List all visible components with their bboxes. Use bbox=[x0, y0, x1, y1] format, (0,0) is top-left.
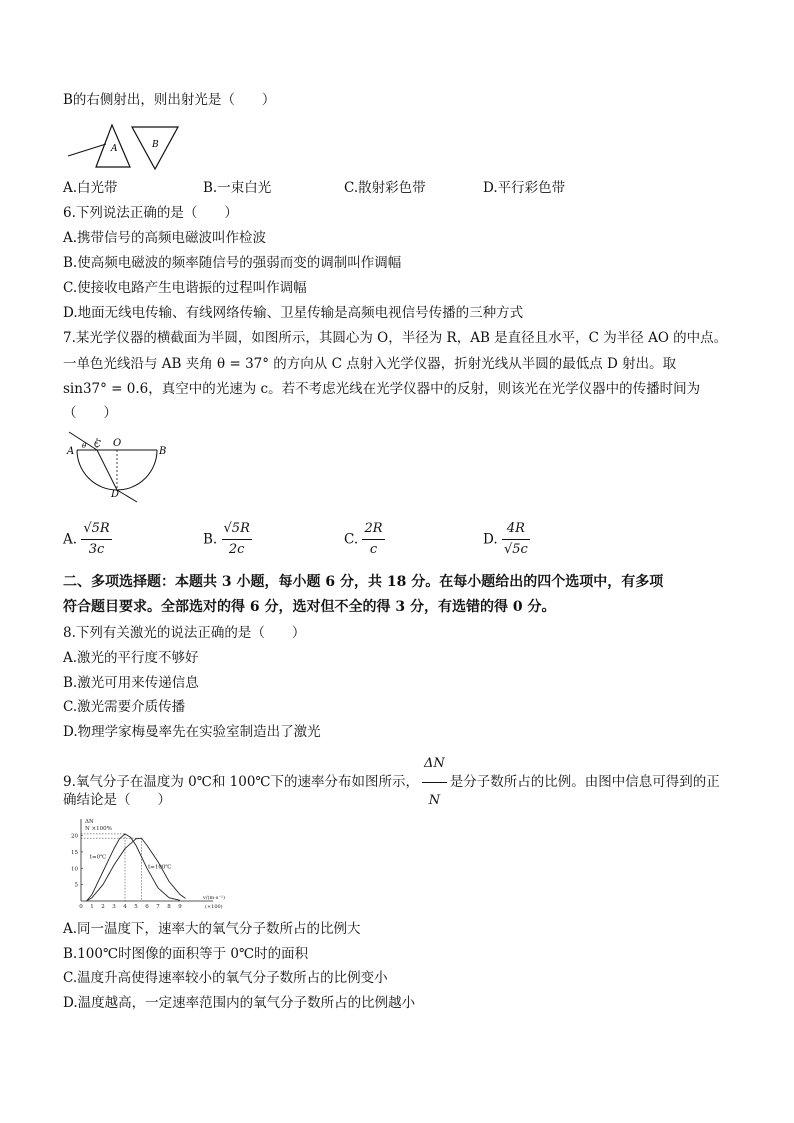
q5-option-d: D.平行彩色带 bbox=[483, 180, 566, 196]
q7-stem-line3: sin37° = 0.6，真空中的光速为 c。若不考虑光线在光学仪器中的反射，则该光在光学仪器中的传播时间为 bbox=[63, 381, 701, 397]
q7-exit-ray bbox=[117, 490, 137, 502]
q6-option-d: D.地面无线电传输、有线网络传输、卫星传输是高频电视信号传播的三种方式 bbox=[63, 305, 524, 321]
q9-stem-line2: 确结论是（ ） bbox=[63, 792, 171, 808]
x-tick-label-6: 6 bbox=[145, 904, 149, 910]
q8-option-b: B.激光可用来传递信息 bbox=[63, 675, 199, 691]
x-tick-label-3: 3 bbox=[112, 904, 116, 910]
y-tick-label-10: 10 bbox=[71, 866, 78, 873]
q7-option-d-fraction: $\frac{4R}{√5c}$ bbox=[503, 521, 528, 557]
q7-stem-line1: 7.某光学仪器的横截面为半圆，如图所示，其圆心为 O，半径为 R，AB 是直径且水平，C 为半径 AO 的中点。 bbox=[63, 330, 728, 346]
q7-label-o: O bbox=[113, 438, 122, 449]
q5-stem: B的右侧射出，则出射光是（ ） bbox=[63, 92, 276, 108]
q9-stem-pre: 9.氧气分子在温度为 0℃和 100℃下的速率分布如图所示， bbox=[63, 774, 420, 790]
q6-option-b: B.使高频电磁波的频率随信号的强弱而变的调制叫作调幅 bbox=[63, 255, 402, 271]
x-tick-label-0: 0 bbox=[79, 904, 83, 910]
q8-option-c: C.激光需要介质传播 bbox=[63, 699, 186, 715]
y-axis-label-den: N ×100% bbox=[85, 826, 112, 832]
q7-option-b-fraction: $\frac{√5R}{2c}$ bbox=[223, 521, 250, 557]
q7-stem-line4: （ ） bbox=[63, 405, 117, 421]
q9-option-d: D.温度越高，一定速率范围内的氧气分子数所占的比例越小 bbox=[63, 995, 416, 1011]
q7-option-b-letter: B. bbox=[203, 531, 218, 548]
q9-option-b: B.100℃时图像的面积等于 0℃时的面积 bbox=[63, 946, 309, 962]
x-tick-label-8: 8 bbox=[167, 904, 171, 910]
q9-speed-distribution-chart bbox=[63, 815, 253, 915]
x-tick-label-4: 4 bbox=[123, 904, 127, 910]
q7-option-a bbox=[63, 519, 112, 560]
x-tick-label-2: 2 bbox=[101, 904, 105, 910]
y-tick-label-5: 5 bbox=[74, 882, 78, 889]
q9-stem-post: 是分子数所占的比例。由图中信息可得到的正 bbox=[449, 774, 720, 790]
q6-option-a: A.携带信号的高频电磁波叫作检波 bbox=[63, 230, 267, 246]
y-tick-label-15: 15 bbox=[71, 849, 78, 856]
q7-label-c: C bbox=[94, 440, 101, 450]
y-axis-label-num: ΔN bbox=[85, 819, 94, 825]
series-label-0: t=0℃ bbox=[89, 854, 107, 861]
q7-option-c-letter: C. bbox=[344, 531, 359, 548]
q9-option-c: C.温度升高使得速率较小的氧气分子数所占的比例变小 bbox=[63, 970, 388, 986]
q5-prism-figure bbox=[66, 122, 186, 174]
q5-label-a: A bbox=[111, 144, 118, 154]
q7-stem-line2: 一单色光线沿与 AB 夹角 θ = 37° 的方向从 C 点射入光学仪器，折射光线从半圆的最低点 D 射出。取 bbox=[63, 356, 677, 372]
q5-option-a: A.白光带 bbox=[63, 180, 118, 196]
x-tick-label-9: 9 bbox=[178, 904, 182, 910]
section2-heading-line2: 符合题目要求。全部选对的得 6 分，选对但不全的得 3 分，有选错的得 0 分。 bbox=[63, 599, 556, 615]
x-tick-label-5: 5 bbox=[134, 904, 138, 910]
q9-option-a: A.同一温度下，速率大的氧气分子数所占的比例大 bbox=[63, 921, 361, 937]
q7-option-a-fraction: $\frac{√5R}{3c}$ bbox=[83, 521, 110, 557]
q5-option-c: C.散射彩色带 bbox=[344, 180, 426, 196]
x-tick-label-1: 1 bbox=[90, 904, 94, 910]
q7-option-c bbox=[344, 519, 385, 560]
x-tick-label-7: 7 bbox=[156, 904, 160, 910]
q7-option-d-letter: D. bbox=[483, 531, 498, 548]
q8-option-d: D.物理学家梅曼率先在实验室制造出了激光 bbox=[63, 724, 321, 740]
q7-label-theta: θ bbox=[82, 442, 87, 450]
q7-refracted-ray bbox=[97, 450, 117, 490]
q7-label-a: A bbox=[67, 446, 75, 457]
q5-option-b: B.一束白光 bbox=[203, 180, 272, 196]
q7-option-b bbox=[203, 519, 252, 560]
q5-label-b: B bbox=[152, 140, 159, 150]
series-label-1: t=100℃ bbox=[148, 864, 172, 871]
section2-heading-line1: 二、多项选择题：本题共 3 小题，每小题 6 分，共 18 分。在每小题给出的四个选项中，有多项 bbox=[63, 574, 664, 590]
q7-option-c-fraction: $\frac{2R}{c}$ bbox=[364, 521, 383, 557]
q7-semicircle-figure bbox=[63, 428, 173, 504]
x-axis-label: v/(m·s⁻¹) bbox=[203, 895, 225, 901]
q8-stem: 8.下列有关激光的说法正确的是（ ） bbox=[63, 625, 306, 641]
q7-option-d bbox=[483, 519, 530, 560]
q6-stem: 6.下列说法正确的是（ ） bbox=[63, 205, 238, 221]
x-axis-unit-note: (×100) bbox=[205, 904, 223, 910]
q7-label-b: B bbox=[159, 446, 167, 457]
y-tick-label-20: 20 bbox=[71, 833, 78, 840]
q6-option-c: C.使接收电路产生电谐振的过程叫作调幅 bbox=[63, 280, 307, 296]
q9-fraction: $\frac{\Delta N}{N}$ bbox=[422, 746, 447, 819]
q7-label-d: D bbox=[111, 489, 120, 500]
q7-option-a-letter: A. bbox=[63, 531, 78, 548]
q8-option-a: A.激光的平行度不够好 bbox=[63, 650, 199, 666]
